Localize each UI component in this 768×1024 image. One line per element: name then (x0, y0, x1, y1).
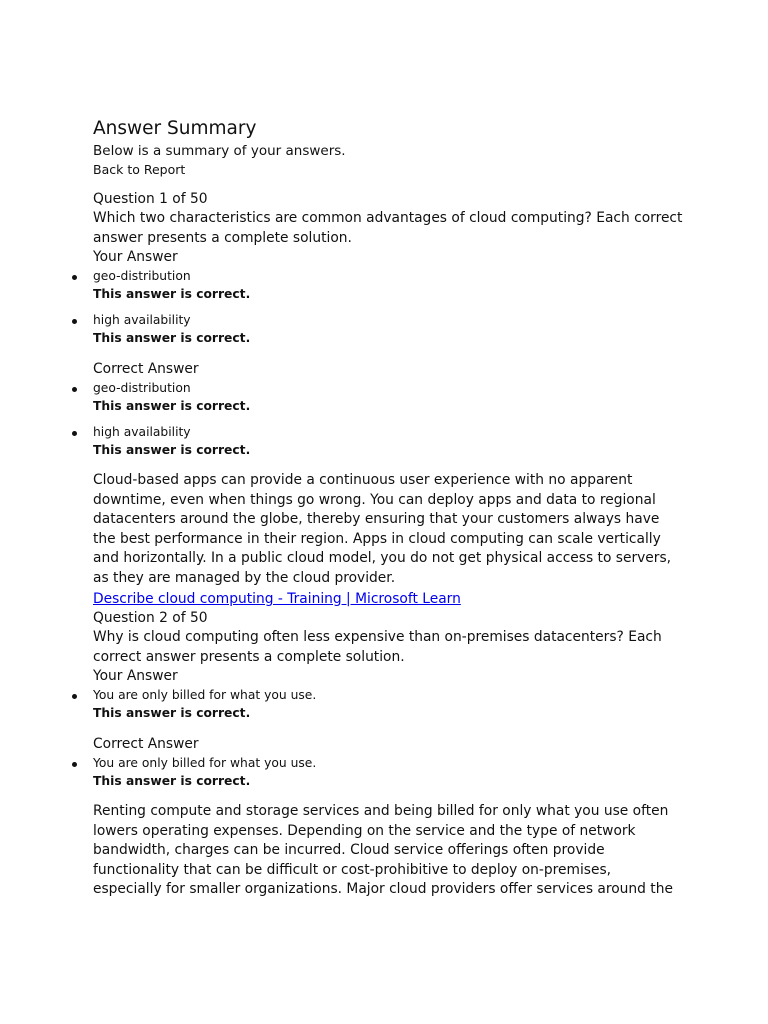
summary-intro: Below is a summary of your answers. (93, 143, 346, 159)
page-title: Answer Summary (93, 118, 257, 139)
correct-answer-list (93, 379, 683, 459)
question-text: Why is cloud computing often less expensive than on-premises datacenters? Each correct answer presents a complete solution. (93, 629, 662, 665)
explanation-text: Cloud-based apps can provide a continuous user experience with no apparent downtime, even when things go wrong. You can deploy apps and data to regional datacenters around the globe, thereby ensuring that your customers always have the best performance in their region. Apps in cloud computing can scale vertically and horizontally. In a public cloud model, you do not get physical access to servers, as they are managed by the cloud provider. (93, 472, 672, 586)
answer-verdict: This answer is correct. (93, 331, 251, 345)
answer-verdict: This answer is correct. (93, 706, 251, 720)
list-item (93, 267, 683, 303)
answer-option: geo-distribution (93, 381, 191, 395)
answer-verdict: This answer is correct. (93, 399, 251, 413)
answer-summary-page (93, 117, 683, 900)
your-answer-label: Your Answer (93, 249, 178, 265)
your-answer-list (93, 267, 683, 347)
back-to-report-link[interactable]: Back to Report (93, 162, 186, 177)
your-answer-list (93, 686, 683, 722)
question-heading: Question 2 of 50 (93, 610, 208, 626)
answer-verdict: This answer is correct. (93, 443, 251, 457)
answer-verdict: This answer is correct. (93, 287, 251, 301)
answer-option: high availability (93, 425, 191, 439)
question-1 (93, 190, 683, 609)
list-item (93, 379, 683, 415)
list-item (93, 423, 683, 459)
correct-answer-label: Correct Answer (93, 361, 199, 377)
list-item (93, 311, 683, 347)
explanation-text: Renting compute and storage services and being billed for only what you use often lowers operating expenses. Depending on the service and the type of network bandwidth, charges can be incurred. Cloud service offerings often provide functionality that can be difficult or cost-prohibitive to deploy on-premises, especially for smaller organizations. Major cloud providers offer services around the (93, 803, 673, 897)
answer-verdict: This answer is correct. (93, 774, 251, 788)
answer-option: high availability (93, 313, 191, 327)
list-item (93, 754, 683, 790)
question-2 (93, 609, 683, 900)
question-text: Which two characteristics are common advantages of cloud computing? Each correct answer presents a complete solution. (93, 210, 683, 246)
answer-option: You are only billed for what you use. (93, 688, 317, 702)
question-heading: Question 1 of 50 (93, 191, 208, 207)
microsoft-learn-link[interactable]: Describe cloud computing - Training | Microsoft Learn (93, 591, 461, 607)
answer-option: geo-distribution (93, 269, 191, 283)
correct-answer-label: Correct Answer (93, 736, 199, 752)
your-answer-label: Your Answer (93, 668, 178, 684)
correct-answer-list (93, 754, 683, 790)
answer-option: You are only billed for what you use. (93, 756, 317, 770)
list-item (93, 686, 683, 722)
